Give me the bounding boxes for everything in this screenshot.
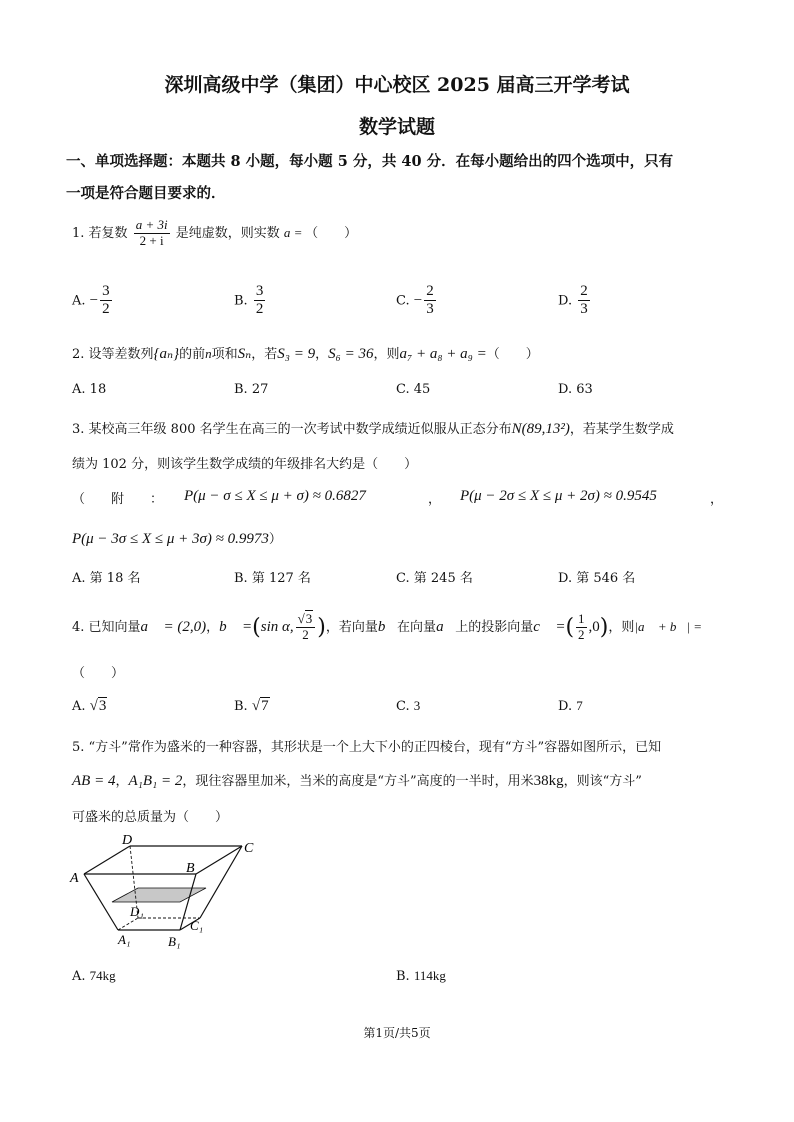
q2-tail: （ ） xyxy=(486,347,539,362)
option-value: 3 xyxy=(98,698,107,714)
q5-comma: ， xyxy=(115,774,129,789)
q4-c-lhs: c⃗ = xyxy=(533,618,566,635)
q3-option-d[interactable] xyxy=(558,567,635,586)
label-D: D xyxy=(122,833,133,848)
q2-text3: 项和 xyxy=(211,347,238,362)
q3-p2: P(μ − 2σ ≤ X ≤ μ + 2σ) ≈ 0.9545 xyxy=(460,488,657,504)
q4-a: a⃗ xyxy=(436,618,456,635)
q3-option-a[interactable] xyxy=(72,567,140,586)
q4-paren: （ ） xyxy=(72,666,125,681)
label-A: A xyxy=(70,871,79,886)
edge-AD xyxy=(84,846,130,874)
option-label: C. xyxy=(396,293,410,309)
option-num: 2 xyxy=(578,283,590,301)
q1-prefix: 1. 若复数 xyxy=(72,225,128,241)
option-label: B. xyxy=(396,969,410,984)
q5-line2-mid: ，现往容器里加米，当米的高度是“方斗”高度的一半时，用米 xyxy=(182,774,534,789)
q3-close: ） xyxy=(268,532,282,547)
q2-text5: ，则 xyxy=(373,347,400,362)
q4-option-b[interactable]: B. √7 xyxy=(234,698,269,714)
option-value: 45 xyxy=(413,382,431,397)
option-label: B. xyxy=(234,699,248,714)
q5-option-a[interactable] xyxy=(72,968,116,984)
q5-line2 xyxy=(72,770,642,790)
option-label: D. xyxy=(558,293,573,309)
q2-comma: ， xyxy=(315,347,329,362)
edge-CB xyxy=(196,846,242,874)
q2-seq: {aₙ} xyxy=(153,346,180,362)
label-C: C xyxy=(244,841,254,856)
option-num: 3 xyxy=(254,283,266,301)
option-value: 114kg xyxy=(413,968,446,983)
q3-text2: ，若某学生数学成 xyxy=(569,422,674,437)
q1-fraction xyxy=(134,218,170,249)
q3-sep: ， xyxy=(428,492,442,507)
q2-text1: 2. 设等差数列 xyxy=(72,347,154,362)
option-label: B. xyxy=(234,571,248,586)
label-D1: D₁ xyxy=(130,904,144,919)
option-den: 3 xyxy=(580,301,588,318)
option-label: C. xyxy=(396,571,410,586)
q4-b: b⃗ xyxy=(377,618,398,635)
q2-option-d[interactable] xyxy=(558,382,593,397)
option-value: 63 xyxy=(576,382,593,397)
option-label: A. xyxy=(72,382,86,397)
q4-sin: sin α, xyxy=(260,618,294,635)
option-label: A. xyxy=(72,969,86,984)
q3-option-b[interactable] xyxy=(234,567,311,586)
q5-ab: AB = 4 xyxy=(72,773,116,789)
q2-option-c[interactable] xyxy=(396,382,430,397)
q2-option-a[interactable] xyxy=(72,382,106,397)
q3-sep2: ， xyxy=(710,492,724,507)
edge-CC1 xyxy=(200,846,242,918)
q4-abs: |a⃗ + b⃗| = xyxy=(634,618,703,634)
question-5: 5. “方斗”常作为盛米的一种容器，其形状是一个上大下小的正四棱台，现有“方斗”容器如图所示，已知 xyxy=(72,740,662,755)
exam-subtitle: 数学试题 xyxy=(358,116,435,138)
edge-A1D1 xyxy=(118,918,138,930)
q1-frac-den: 2 + i xyxy=(139,232,164,248)
q5-option-b[interactable] xyxy=(396,968,446,984)
q2-n: n xyxy=(205,346,212,361)
q2-text2: 的前 xyxy=(179,347,206,362)
option-value: 第 127 名 xyxy=(251,571,311,586)
q3-p1: P(μ − σ ≤ X ≤ μ + σ) ≈ 0.6827 xyxy=(184,488,366,504)
q4-option-a[interactable]: A. √3 xyxy=(72,698,107,714)
q4-veca: a⃗ = (2,0) xyxy=(140,618,207,635)
option-label: C. xyxy=(396,382,410,397)
option-label: B. xyxy=(234,382,248,397)
q1-tail: = （ ） xyxy=(294,224,358,240)
q1-option-d[interactable] xyxy=(558,283,592,319)
question-2 xyxy=(72,343,539,363)
section-heading-line1: 一、单项选择题：本题共 8 小题，每小题 5 分，共 40 分．在每小题给出的四个选项中，只有 xyxy=(66,153,674,170)
question-1 xyxy=(72,218,357,249)
q1-option-c[interactable] xyxy=(396,283,438,319)
q3-p3: P(μ − 3σ ≤ X ≤ μ + 3σ) ≈ 0.9973 xyxy=(72,531,269,547)
q1-middle: 是纯虚数，则实数 xyxy=(175,225,280,241)
option-label: D. xyxy=(558,382,573,397)
q3-note xyxy=(72,488,732,507)
q5-line2-end: ，则该“方斗” xyxy=(563,774,642,789)
q2-cond1: S₃ = 9 xyxy=(277,346,316,362)
question-4: 4. 已知向量a⃗ = (2,0)，b⃗ =(sin α, $\frac{√3}{2}$ )，若向量b⃗在向量a⃗上的投影向量c⃗ =( $\frac{1}{2}$ ,0)，则|a⃗ + b⃗| = xyxy=(72,611,703,642)
section-heading-line2: 一项是符合题目要求的． xyxy=(66,185,226,202)
q4-text2: ，若向量 xyxy=(325,619,378,635)
q3-option-c[interactable] xyxy=(396,567,473,586)
q5-a1b1: A₁B₁ = 2 xyxy=(128,773,183,789)
page-footer: 第1页/共5页 xyxy=(363,1026,431,1040)
q1-var: a xyxy=(283,224,291,240)
q2-cond2: S₆ = 36 xyxy=(328,346,374,362)
option-label: B. xyxy=(234,293,248,309)
option-label: D. xyxy=(558,571,573,586)
option-den: 2 xyxy=(102,301,110,318)
option-value: 18 xyxy=(89,382,107,397)
q3-text1: 3. 某校高三年级 800 名学生在高三的一次考试中数学成绩近似服从正态分布 xyxy=(72,422,512,437)
frustum-figure xyxy=(66,832,266,952)
q4-one: 1 xyxy=(578,611,585,626)
q4-option-c[interactable] xyxy=(396,698,420,714)
option-label: A. xyxy=(72,699,86,714)
q2-text4: ，若 xyxy=(251,347,278,362)
q3-line2: 绩为 102 分，则该学生数学成绩的年级排名大约是（ ） xyxy=(72,457,418,472)
q3-note-line2 xyxy=(72,528,282,548)
q4-text3: 在向量 xyxy=(397,619,437,635)
option-value: 27 xyxy=(251,382,269,397)
option-label: D. xyxy=(558,699,573,714)
option-den: 2 xyxy=(255,301,264,318)
option-den: 3 xyxy=(426,301,434,318)
q3-note-prefix: （ 附 ： xyxy=(72,492,164,507)
q4-sqrt3: 3 xyxy=(305,611,313,626)
q1-option-a[interactable] xyxy=(72,283,114,319)
q5-mass: 38kg xyxy=(533,773,564,789)
option-label: A. xyxy=(72,293,86,309)
q4-text1: 4. 已知向量 xyxy=(72,619,141,635)
q2-option-b[interactable] xyxy=(234,382,268,397)
option-value: 7 xyxy=(576,698,583,713)
option-value: 第 18 名 xyxy=(89,571,141,586)
option-value: 第 245 名 xyxy=(413,571,473,586)
q4-text5: ，则 xyxy=(608,619,635,635)
option-num: 3 xyxy=(100,283,112,301)
option-value: 第 546 名 xyxy=(576,571,636,586)
q2-expr: a₇ + a₈ + a₉ = xyxy=(399,346,487,362)
q4-zero: ,0 xyxy=(588,618,600,635)
q1-frac-num: a + 3i xyxy=(135,217,168,232)
q5-line3: 可盛米的总质量为（ ） xyxy=(72,810,229,825)
option-num: 2 xyxy=(424,283,436,301)
exam-title: 深圳高级中学（集团）中心校区 2025 届高三开学考试 xyxy=(164,74,630,96)
q4-comma: ， xyxy=(206,619,220,635)
q4-two2: 2 xyxy=(578,626,585,642)
q3-dist: N(89,13²) xyxy=(511,421,570,437)
q4-vecb-lhs: b⃗ = xyxy=(219,618,253,635)
question-3 xyxy=(72,418,674,438)
q4-two: 2 xyxy=(302,626,309,642)
q4-option-d[interactable] xyxy=(558,698,583,714)
q1-option-b[interactable] xyxy=(234,283,267,319)
label-A1: A₁ xyxy=(118,932,131,947)
option-sign: − xyxy=(413,292,423,309)
option-sign: − xyxy=(89,292,99,309)
q2-sn: Sₙ xyxy=(237,346,252,362)
q4-text4: 上的投影向量 xyxy=(455,619,534,635)
option-value: 74kg xyxy=(89,968,116,983)
option-value: 3 xyxy=(413,698,421,713)
option-label: A. xyxy=(72,571,86,586)
label-B1: B₁ xyxy=(168,934,181,949)
label-C1: C₁ xyxy=(190,918,204,933)
option-label: C. xyxy=(396,699,410,714)
option-value: 7 xyxy=(261,698,269,714)
label-B: B xyxy=(186,861,195,876)
